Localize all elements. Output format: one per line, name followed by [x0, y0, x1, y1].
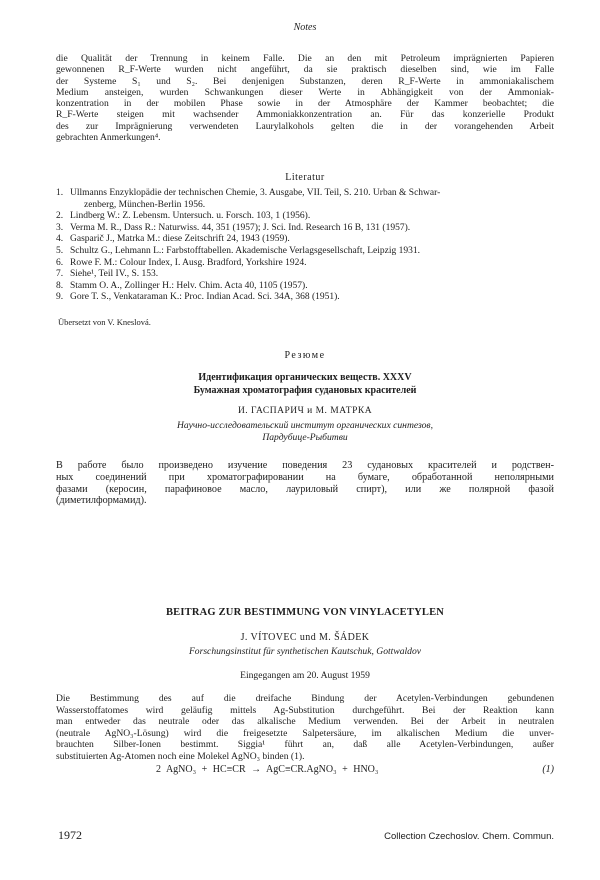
intro-line: Medium ansteigen, wurden Schwankungen dieser Werte in Abhängigkeit von der Ammoniak- [56, 86, 554, 98]
article-body-line: Die Bestimmung des auf die dreifache Bindung der Acetylen-Verbindungen gebundenen [56, 693, 554, 704]
literatur-heading: Literatur [285, 172, 325, 183]
reference-item [56, 246, 554, 258]
reference-text: Gore T. S., Venkataraman K.: Proc. Indian Acad. Sci. 34A, 368 (1951). [70, 292, 340, 303]
article-body-line: Wasserstoffatomes wird geläufig mittels Ag-Substitution durchgeführt. Bei der Reaktion kann [56, 704, 554, 716]
intro-line: gebrachten Anmerkungen⁴. [56, 132, 161, 144]
russian-abstract-line: фазами (керосин, парафиновое масло, лауриловый спирт), или же полярной фазой [56, 483, 554, 495]
article-body-line: (neutrale AgNO₃-Lösung) wird die freigesetzte Salpetersäure, im alkalischen Medium die unver- [56, 727, 554, 739]
article-body [56, 693, 554, 763]
russian-abstract-line: ных соединений при хроматографировании на бумаге, обработанной неполярными [56, 471, 554, 483]
article-authors: J. VÍTOVEC und M. ŠÁDEK [240, 632, 370, 643]
reference-number: 5. [56, 245, 64, 256]
intro-line: konzentration in der mobilen Phase sowie in der Atmosphäre der Kammer beobachtet; die [56, 98, 554, 110]
russian-abstract-line: В работе было произведено изучение поведения 23 судановых красителей и родствен- [56, 460, 554, 471]
russian-abstract-line: (диметилформамид). [56, 495, 147, 507]
resume-heading: Резюме [284, 350, 326, 361]
reference-number: 2. [56, 211, 64, 222]
received-date: Eingegangen am 20. August 1959 [240, 670, 370, 681]
russian-title-line-1: Идентификация органических веществ. XXXV [198, 372, 412, 383]
reference-text: Stamm O. A., Zollinger H.: Helv. Chim. Acta 40, 1105 (1957). [70, 280, 308, 291]
article-institute: Forschungsinstitut für synthetischen Kautschuk, Gottwaldov [188, 646, 422, 657]
article-body-line: brauchten Silber-Ionen bestimmt. Siggia¹ führt an, daß alle Acetylen-Verbindungen, außer [56, 739, 554, 751]
equation-number: (1) [542, 764, 554, 775]
reference-text: Siehe¹, Teil IV., S. 153. [70, 269, 159, 280]
russian-abstract [56, 460, 554, 507]
reference-item [56, 269, 554, 281]
russian-institute-line-2: Пардубице-Рыбитви [262, 432, 348, 443]
intro-paragraph [56, 53, 554, 143]
reference-item [56, 281, 554, 293]
intro-line: des zur Imprägnierung verwendeten Laurylalkohols gelten die in der vorangehenden Arbeit [56, 120, 554, 132]
reference-item [56, 223, 554, 235]
running-header: Notes [293, 22, 317, 33]
reference-number: 4. [56, 234, 64, 245]
article-title: BEITRAG ZUR BESTIMMUNG VON VINYLACETYLEN [165, 607, 445, 618]
reference-item [56, 188, 554, 211]
russian-institute-line-1: Научно-исследовательский институт органических синтезов, [177, 420, 433, 431]
reference-number: 8. [56, 280, 64, 291]
reference-item [56, 211, 554, 223]
reference-text: Rowe F. M.: Colour Index, I. Ausg. Bradford, Yorkshire 1924. [70, 257, 307, 268]
reference-number: 3. [56, 222, 64, 233]
intro-line: R_F-Werte steigen mit wachsender Ammoniakkonzentration an. Für das konzerielle Produkt [56, 109, 554, 121]
equation-text: 2 AgNO₃ + HC≡CR → AgC≡CR.AgNO₃ + HNO₃ [156, 764, 379, 775]
russian-title-line-2: Бумажная хроматография судановых красителей [193, 385, 417, 396]
reference-text: Gasparič J., Matrka M.: diese Zeitschrift 24, 1943 (1959). [70, 234, 290, 245]
reference-item [56, 258, 554, 270]
russian-authors: И. ГАСПАРИЧ и М. МАТРКА [237, 406, 373, 416]
reference-number: 9. [56, 292, 64, 303]
reference-text: Lindberg W.: Z. Lebensm. Untersuch. u. Forsch. 103, 1 (1956). [70, 211, 311, 222]
reference-item [56, 234, 554, 246]
reference-number: 7. [56, 269, 64, 280]
article-body-line: man entweder das neutrale oder das alkalische Medium verwenden. Bei der Arbeit in neutralen [56, 716, 554, 728]
reference-text: Verma M. R., Dass R.: Naturwiss. 44, 351 (1957); J. Sci. Ind. Research 16 B, 131 (1957). [70, 222, 411, 233]
reference-number: 6. [56, 257, 64, 268]
reference-item [56, 292, 554, 304]
translator-note: Übersetzt von V. Kneslová. [58, 317, 151, 327]
reference-text: zenberg, München-Berlin 1956. [84, 199, 206, 210]
reference-list [56, 188, 554, 304]
reference-number: 1. [56, 188, 64, 198]
reference-text: Schultz G., Lehmann L.: Farbstofftabellen. Akademische Verlagsgesellschaft, Leipzig 1931. [70, 245, 421, 256]
intro-line: gewonnenen R_F-Werte wurden nicht angeführt, da sie praktisch dieselben sind, wie im Falle [56, 64, 554, 76]
page-number: 1972 [58, 828, 82, 842]
article-body-line: substituierten Ag-Atomen noch eine Molekel AgNO₃ binden (1). [56, 750, 305, 762]
intro-line: die Qualität der Trennung in keinem Falle. Die an den mit Petroleum imprägnierten Papieren [56, 53, 554, 64]
journal-name: Collection Czechoslov. Chem. Commun. [384, 831, 554, 842]
intro-line: der Systeme S₁ und S₂. Bei denjenigen Substanzen, deren R_F-Werte in ammoniakalischem [56, 75, 554, 87]
reference-text: Ullmanns Enzyklopädie der technischen Chemie, 3. Ausgabe, VII. Teil, S. 210. Urban & Schwar- [70, 188, 441, 198]
